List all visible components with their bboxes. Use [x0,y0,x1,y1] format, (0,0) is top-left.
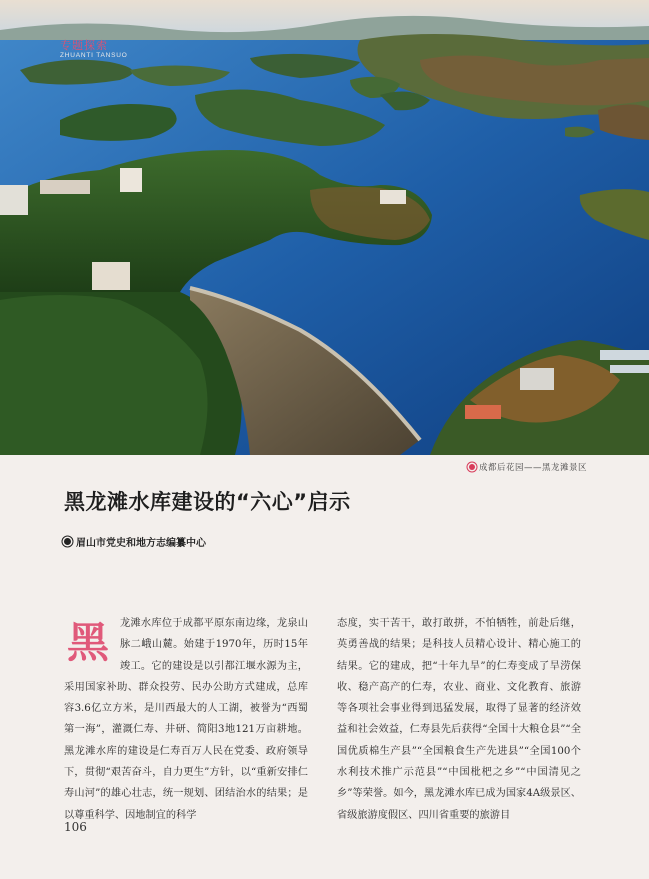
page-number: 106 [64,820,87,834]
caption-bullet-icon [469,464,475,470]
brand-cn: 专题探索 [60,39,108,52]
photo-caption [469,461,587,473]
brand-en: ZHUANTI TANSUO [60,52,128,59]
brand-logo [60,40,128,60]
drop-cap: 黑 [66,618,109,667]
author-name: 眉山市党史和地方志编纂中心 [76,538,206,549]
author-bullet-icon [64,538,71,545]
body-text-left: 龙滩水库位于成都平原东南边缘，龙泉山脉二峨山麓。始建于1970年，历时15年竣工。它的建设是以引都江堰水源为主，采用国家补助、群众投劳、民办公助方式建成，总库容3.6亿立方米，是川西最大的人工湖，被誉为“西蜀第一海”，灌溉仁寿、井研、简阳3地121万亩耕地。黑龙滩水库的建设是仁寿百万人民在党委、政府领导下，贯彻“艰苦奋斗，自力更生”方针，以“重新安排仁寿山河”的雄心壮志，统一规划、团结治水的结果；是以尊重科学、因地制宜的科学 [64,618,308,821]
body-column-left [64,613,308,826]
body-text-right: 态度，实干苦干，敢打敢拼，不怕牺牲，前赴后继，英勇善战的结果；是科技人员精心设计、精心施工的结果。它的建成，把“十年九旱”的仁寿变成了旱涝保收、稳产高产的仁寿，农业、商业、文化教育、旅游等各项社会事业得到迅猛发展，取得了显著的经济效益和社会效益，仁寿县先后获得“全国十大粮仓县”“全国优质棉生产县”“全国粮食生产先进县”“全国100个水利技术推广示范县”“中国枇杷之乡”“中国清见之乡”等荣誉。如今，黑龙滩水库已成为国家4A级景区、省级旅游度假区、四川省重要的旅游目 [337,618,581,821]
article-title: 黑龙滩水库建设的“六心”启示 [64,490,351,514]
author-line [64,534,206,549]
caption-text: 成都后花园——黑龙滩景区 [478,463,587,473]
body-column-right [337,613,581,826]
